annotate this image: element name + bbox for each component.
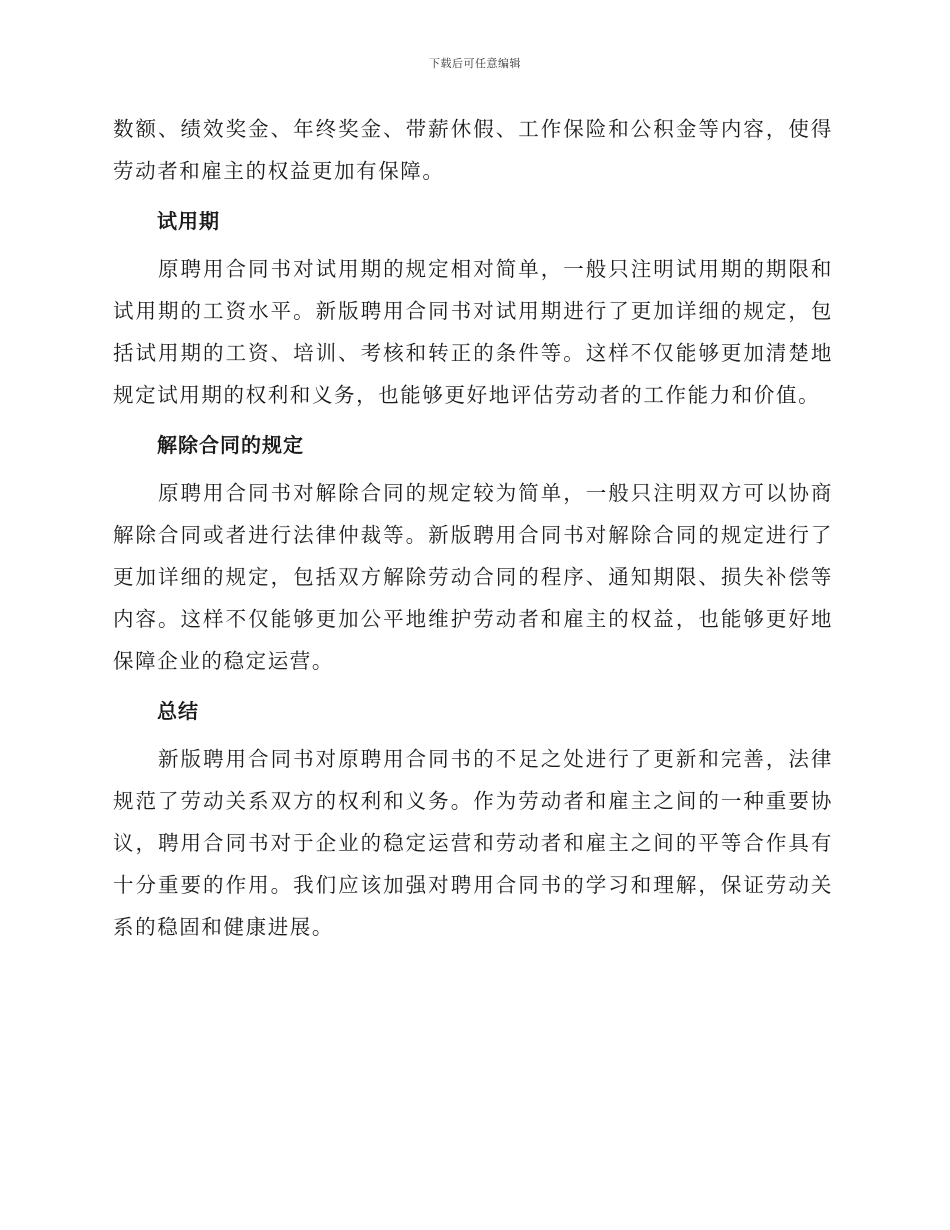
document-body (113, 108, 833, 948)
termination-heading: 解除合同的规定 (157, 433, 304, 457)
summary-heading: 总结 (157, 699, 199, 723)
termination-paragraph: 原聘用合同书对解除合同的规定较为简单，一般只注明双方可以协商解除合同或者进行法律仲裁等。新版聘用合同书对解除合同的规定进行了更加详细的规定，包括双方解除劳动合同的程序、通知期限、损失补偿等内容。这样不仅能够更加公平地维护劳动者和雇主的权益，也能够更好地保障企业的稳定运营。 (113, 481, 833, 673)
intro-continuation-paragraph: 数额、绩效奖金、年终奖金、带薪休假、工作保险和公积金等内容，使得劳动者和雇主的权益更加有保障。 (113, 117, 833, 183)
probation-paragraph: 原聘用合同书对试用期的规定相对简单，一般只注明试用期的期限和试用期的工资水平。新版聘用合同书对试用期进行了更加详细的规定，包括试用期的工资、培训、考核和转正的条件等。这样不仅能够更加清楚地规定试用期的权利和义务，也能够更好地评估劳动者的工作能力和价值。 (113, 257, 833, 407)
page-header: 下载后可任意编辑 (429, 57, 521, 70)
summary-paragraph: 新版聘用合同书对原聘用合同书的不足之处进行了更新和完善，法律规范了劳动关系双方的权利和义务。作为劳动者和雇主之间的一种重要协议，聘用合同书对于企业的稳定运营和劳动者和雇主之间的平等合作具有十分重要的作用。我们应该加强对聘用合同书的学习和理解，保证劳动关系的稳固和健康进展。 (113, 747, 833, 939)
probation-heading: 试用期 (157, 209, 220, 233)
